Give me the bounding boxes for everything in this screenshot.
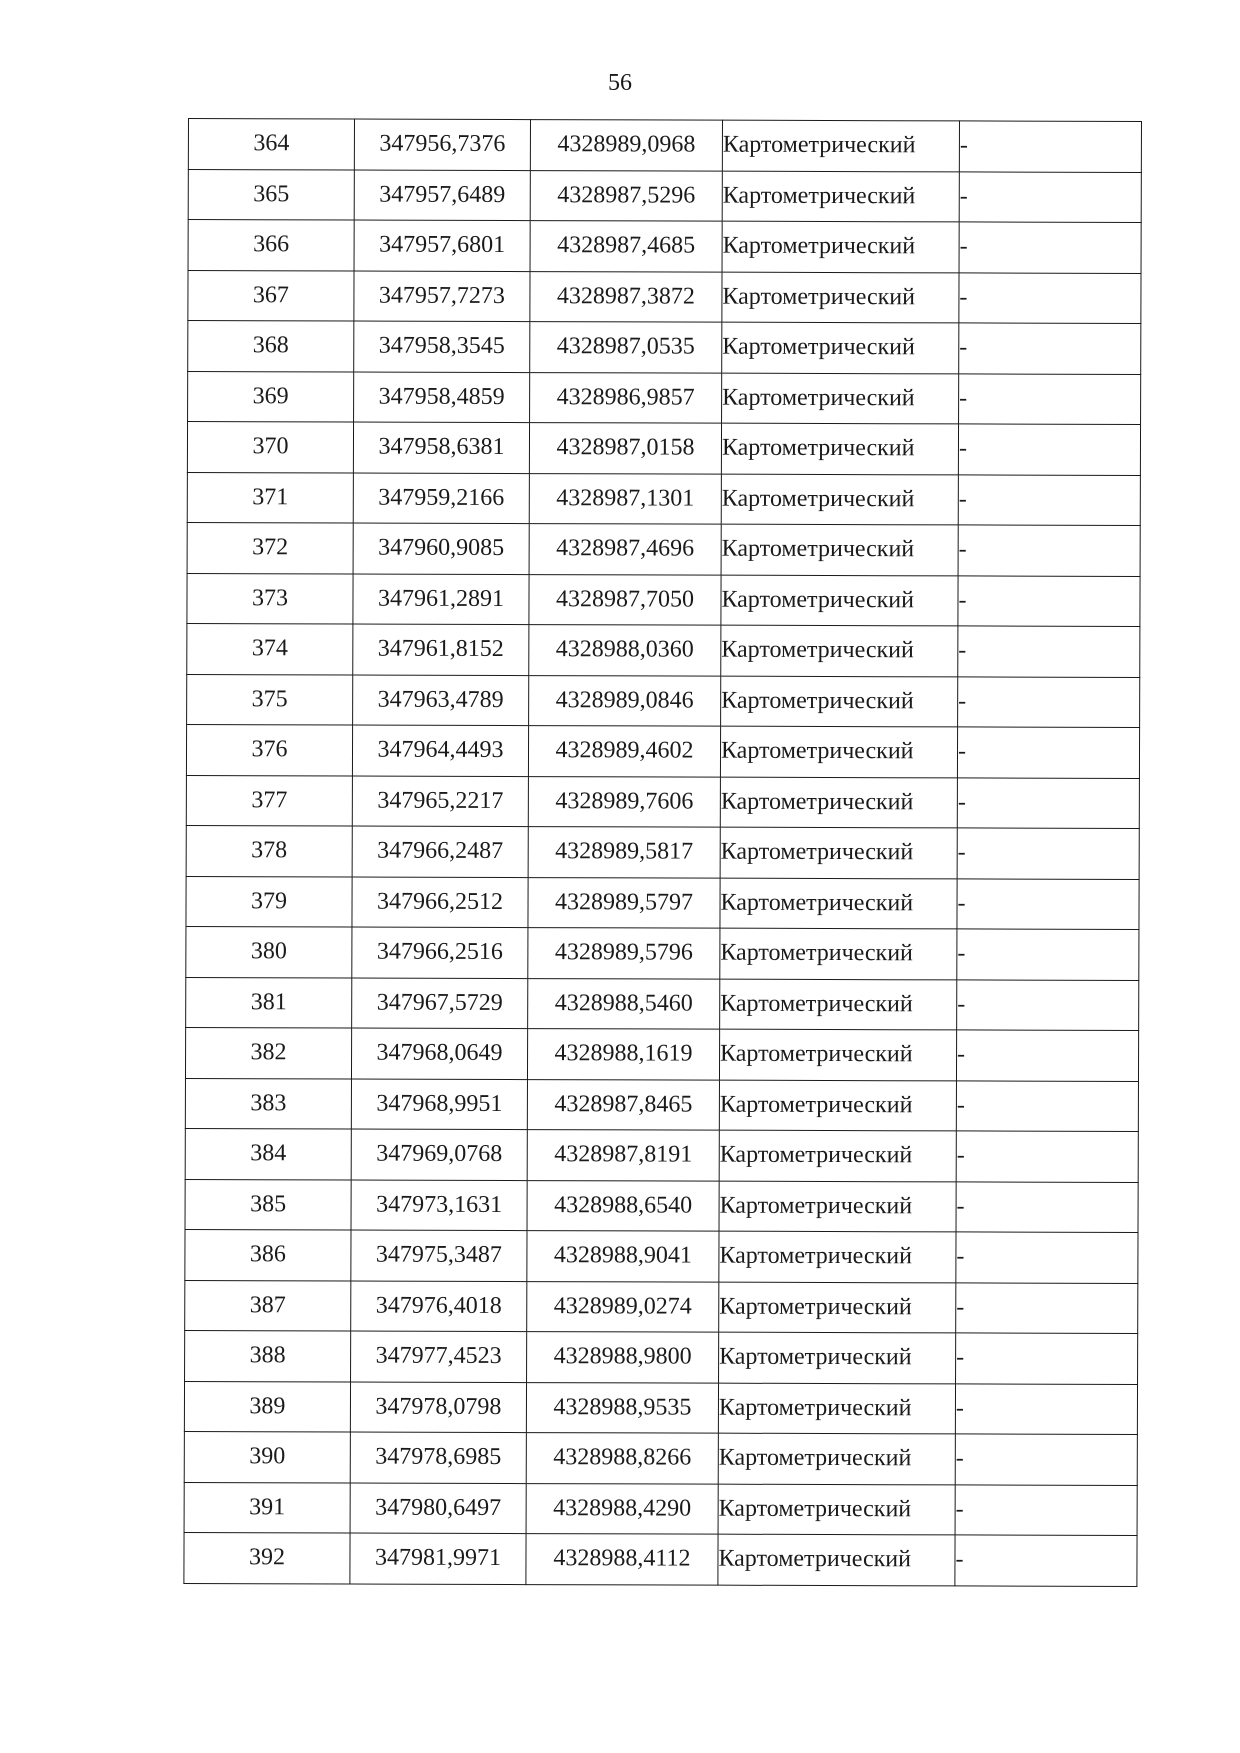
method-cell: Картометрический (722, 120, 959, 171)
note-cell: - (955, 1434, 1137, 1485)
x-coordinate-cell: 347963,4789 (353, 675, 529, 726)
note-cell: - (959, 171, 1141, 222)
note-cell: - (958, 474, 1140, 525)
method-cell: Картометрический (721, 625, 958, 676)
y-coordinate-cell: 4328987,5296 (530, 170, 722, 221)
y-coordinate-cell: 4328988,9041 (527, 1231, 719, 1282)
method-cell: Картометрический (721, 676, 958, 727)
y-coordinate-cell: 4328987,0535 (530, 322, 722, 373)
note-cell: - (955, 1535, 1137, 1586)
note-cell: - (956, 1131, 1138, 1182)
table-row (186, 825, 1139, 878)
point-number-cell: 372 (187, 522, 353, 573)
y-coordinate-cell: 4328987,8191 (527, 1130, 719, 1181)
table-row (188, 321, 1141, 374)
note-cell: - (956, 1232, 1138, 1283)
x-coordinate-cell: 347968,9951 (351, 1079, 527, 1130)
method-cell: Картометрический (721, 524, 958, 575)
y-coordinate-cell: 4328988,9800 (527, 1332, 719, 1383)
table-row (188, 220, 1141, 273)
point-number-cell: 383 (185, 1078, 351, 1129)
table-row (185, 1280, 1138, 1333)
note-cell: - (956, 1282, 1138, 1333)
x-coordinate-cell: 347975,3487 (351, 1230, 527, 1281)
note-cell: - (958, 424, 1140, 475)
note-cell: - (957, 979, 1139, 1030)
note-cell: - (956, 1333, 1138, 1384)
method-cell: Картометрический (722, 272, 959, 323)
point-number-cell: 374 (187, 623, 353, 674)
table-row (185, 1229, 1138, 1282)
x-coordinate-cell: 347967,5729 (352, 978, 528, 1029)
x-coordinate-cell: 347973,1631 (351, 1180, 527, 1231)
note-cell: - (957, 777, 1139, 828)
table-row (187, 573, 1140, 626)
method-cell: Картометрический (719, 1181, 956, 1232)
point-number-cell: 381 (186, 977, 352, 1028)
x-coordinate-cell: 347977,4523 (351, 1331, 527, 1382)
point-number-cell: 385 (185, 1179, 351, 1230)
method-cell: Картометрический (718, 1534, 955, 1585)
table-row (187, 422, 1140, 475)
table-row (187, 522, 1140, 575)
table-row (186, 724, 1139, 777)
note-cell: - (959, 272, 1141, 323)
point-number-cell: 375 (187, 674, 353, 725)
note-cell: - (957, 929, 1139, 980)
page-number: 56 (608, 70, 632, 96)
point-number-cell: 382 (185, 1027, 351, 1078)
y-coordinate-cell: 4328987,0158 (529, 423, 721, 474)
point-number-cell: 371 (187, 472, 353, 523)
y-coordinate-cell: 4328989,0274 (527, 1281, 719, 1332)
table-row (187, 623, 1140, 676)
method-cell: Картометрический (719, 1282, 956, 1333)
x-coordinate-cell: 347960,9085 (353, 523, 529, 574)
note-cell: - (957, 878, 1139, 929)
point-number-cell: 384 (185, 1128, 351, 1179)
note-cell: - (958, 676, 1140, 727)
table-row (186, 876, 1139, 929)
note-cell: - (958, 575, 1140, 626)
table-row (187, 472, 1140, 525)
point-number-cell: 377 (186, 775, 352, 826)
point-number-cell: 364 (188, 119, 354, 170)
note-cell: - (959, 121, 1141, 172)
x-coordinate-cell: 347965,2217 (352, 776, 528, 827)
coordinates-table (183, 118, 1142, 1586)
y-coordinate-cell: 4328987,3872 (530, 271, 722, 322)
table-row (184, 1381, 1137, 1434)
point-number-cell: 365 (188, 169, 354, 220)
table-row (188, 371, 1141, 424)
method-cell: Картометрический (719, 1029, 956, 1080)
table-row (187, 674, 1140, 727)
note-cell: - (959, 323, 1141, 374)
y-coordinate-cell: 4328987,4685 (530, 221, 722, 272)
point-number-cell: 392 (184, 1532, 350, 1583)
table-row (188, 270, 1141, 323)
note-cell: - (955, 1383, 1137, 1434)
method-cell: Картометрический (722, 322, 959, 373)
y-coordinate-cell: 4328989,7606 (528, 776, 720, 827)
table-row (185, 1179, 1138, 1232)
x-coordinate-cell: 347958,4859 (354, 372, 530, 423)
note-cell: - (957, 727, 1139, 778)
point-number-cell: 387 (185, 1280, 351, 1331)
x-coordinate-cell: 347958,6381 (353, 422, 529, 473)
method-cell: Картометрический (720, 726, 957, 777)
method-cell: Картометрический (719, 1332, 956, 1383)
point-number-cell: 373 (187, 573, 353, 624)
x-coordinate-cell: 347969,0768 (351, 1129, 527, 1180)
method-cell: Картометрический (719, 1130, 956, 1181)
method-cell: Картометрический (718, 1484, 955, 1535)
method-cell: Картометрический (720, 979, 957, 1030)
y-coordinate-cell: 4328988,8266 (526, 1433, 718, 1484)
x-coordinate-cell: 347966,2487 (352, 826, 528, 877)
table-row (185, 1078, 1138, 1131)
method-cell: Картометрический (718, 1433, 955, 1484)
x-coordinate-cell: 347966,2512 (352, 877, 528, 928)
y-coordinate-cell: 4328988,1619 (527, 1029, 719, 1080)
x-coordinate-cell: 347956,7376 (354, 119, 530, 170)
table-row (186, 775, 1139, 828)
x-coordinate-cell: 347964,4493 (352, 725, 528, 776)
x-coordinate-cell: 347959,2166 (353, 473, 529, 524)
point-number-cell: 369 (188, 371, 354, 422)
point-number-cell: 367 (188, 270, 354, 321)
table-row (184, 1532, 1137, 1585)
method-cell: Картометрический (722, 171, 959, 222)
method-cell: Картометрический (720, 878, 957, 929)
y-coordinate-cell: 4328989,4602 (528, 726, 720, 777)
method-cell: Картометрический (720, 827, 957, 878)
x-coordinate-cell: 347957,6801 (354, 220, 530, 271)
y-coordinate-cell: 4328988,0360 (529, 625, 721, 676)
y-coordinate-cell: 4328987,7050 (529, 574, 721, 625)
method-cell: Картометрический (721, 474, 958, 525)
point-number-cell: 379 (186, 876, 352, 927)
note-cell: - (957, 828, 1139, 879)
y-coordinate-cell: 4328986,9857 (530, 372, 722, 423)
point-number-cell: 388 (185, 1330, 351, 1381)
y-coordinate-cell: 4328987,1301 (529, 473, 721, 524)
method-cell: Картометрический (721, 575, 958, 626)
note-cell: - (956, 1030, 1138, 1081)
point-number-cell: 378 (186, 825, 352, 876)
note-cell: - (959, 222, 1141, 273)
y-coordinate-cell: 4328988,4290 (526, 1483, 718, 1534)
note-cell: - (958, 626, 1140, 677)
note-cell: - (956, 1181, 1138, 1232)
method-cell: Картометрический (720, 777, 957, 828)
note-cell: - (958, 525, 1140, 576)
note-cell: - (959, 373, 1141, 424)
table-row (186, 977, 1139, 1030)
x-coordinate-cell: 347961,2891 (353, 574, 529, 625)
y-coordinate-cell: 4328988,5460 (528, 978, 720, 1029)
method-cell: Картометрический (722, 221, 959, 272)
point-number-cell: 380 (186, 926, 352, 977)
x-coordinate-cell: 347957,6489 (354, 170, 530, 221)
table-row (184, 1431, 1137, 1484)
x-coordinate-cell: 347961,8152 (353, 624, 529, 675)
x-coordinate-cell: 347981,9971 (350, 1533, 526, 1584)
y-coordinate-cell: 4328989,0968 (530, 120, 722, 171)
y-coordinate-cell: 4328987,4696 (529, 524, 721, 575)
method-cell: Картометрический (718, 1383, 955, 1434)
method-cell: Картометрический (719, 1080, 956, 1131)
y-coordinate-cell: 4328988,9535 (526, 1382, 718, 1433)
table-row (188, 169, 1141, 222)
x-coordinate-cell: 347980,6497 (350, 1483, 526, 1534)
table-row (186, 926, 1139, 979)
table-row (185, 1128, 1138, 1181)
method-cell: Картометрический (721, 423, 958, 474)
note-cell: - (955, 1484, 1137, 1535)
point-number-cell: 386 (185, 1229, 351, 1280)
y-coordinate-cell: 4328987,8465 (527, 1079, 719, 1130)
point-number-cell: 390 (184, 1431, 350, 1482)
x-coordinate-cell: 347978,6985 (350, 1432, 526, 1483)
point-number-cell: 391 (184, 1482, 350, 1533)
point-number-cell: 376 (186, 724, 352, 775)
method-cell: Картометрический (722, 373, 959, 424)
x-coordinate-cell: 347966,2516 (352, 927, 528, 978)
table-row (184, 1482, 1137, 1535)
table-row (185, 1027, 1138, 1080)
point-number-cell: 370 (187, 422, 353, 473)
table-row (185, 1330, 1138, 1383)
point-number-cell: 389 (184, 1381, 350, 1432)
point-number-cell: 366 (188, 220, 354, 271)
x-coordinate-cell: 347976,4018 (351, 1281, 527, 1332)
x-coordinate-cell: 347968,0649 (351, 1028, 527, 1079)
table-row (188, 119, 1141, 172)
method-cell: Картометрический (720, 928, 957, 979)
y-coordinate-cell: 4328988,6540 (527, 1180, 719, 1231)
x-coordinate-cell: 347978,0798 (350, 1382, 526, 1433)
note-cell: - (956, 1080, 1138, 1131)
x-coordinate-cell: 347958,3545 (354, 321, 530, 372)
x-coordinate-cell: 347957,7273 (354, 271, 530, 322)
y-coordinate-cell: 4328989,5817 (528, 827, 720, 878)
y-coordinate-cell: 4328989,0846 (529, 675, 721, 726)
y-coordinate-cell: 4328989,5797 (528, 877, 720, 928)
coordinates-table-body (184, 119, 1142, 1586)
method-cell: Картометрический (719, 1231, 956, 1282)
y-coordinate-cell: 4328989,5796 (528, 928, 720, 979)
point-number-cell: 368 (188, 321, 354, 372)
y-coordinate-cell: 4328988,4112 (526, 1534, 718, 1585)
